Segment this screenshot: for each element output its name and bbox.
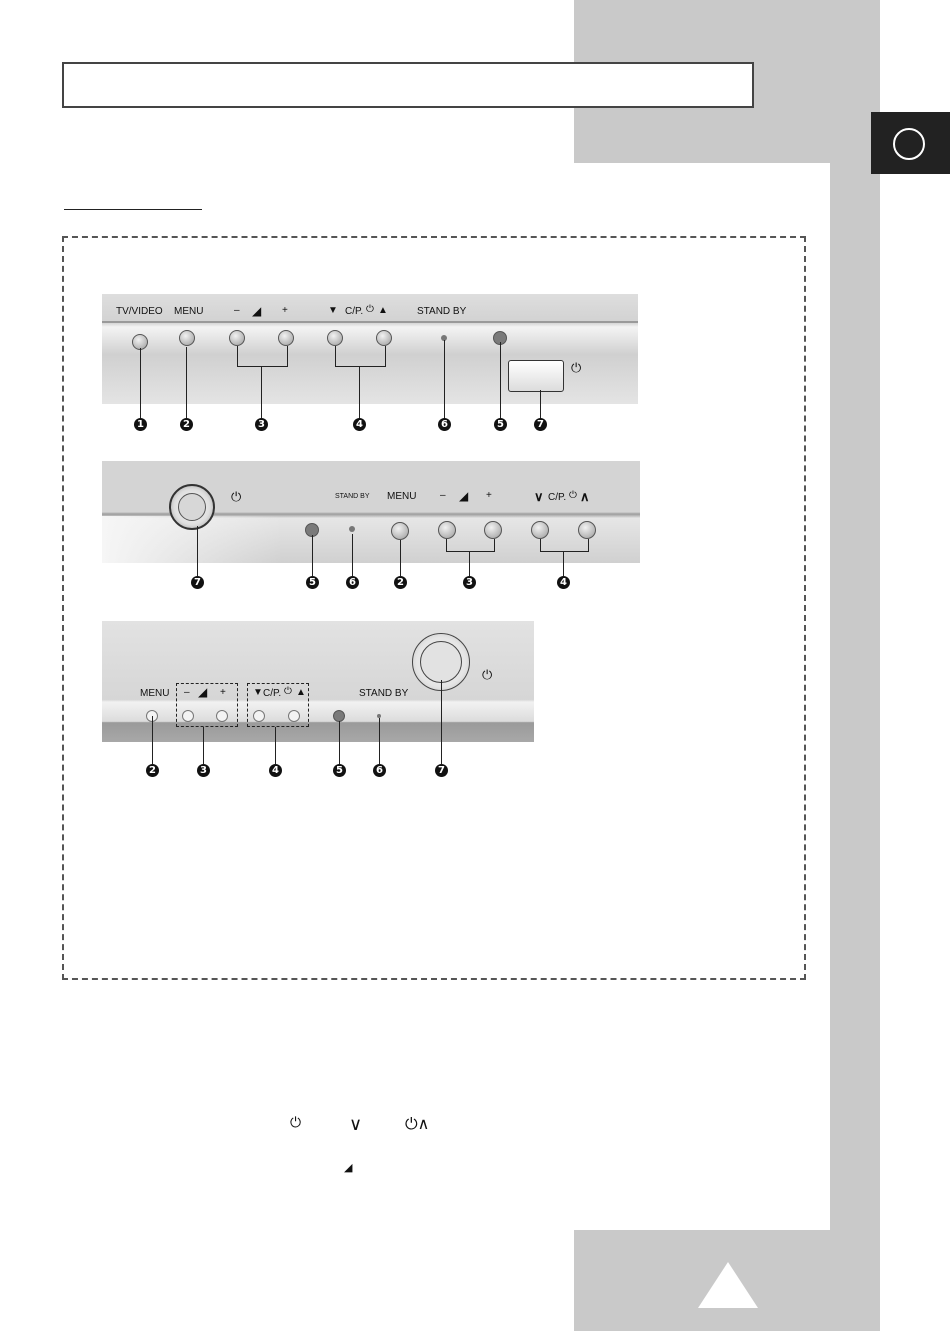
callout-2: 2 bbox=[146, 764, 159, 777]
volume-minus-label: – bbox=[184, 687, 190, 698]
callout-3: 3 bbox=[463, 576, 476, 589]
callout-2: 2 bbox=[180, 418, 193, 431]
volume-plus-label: + bbox=[282, 305, 288, 316]
standby-led bbox=[349, 526, 355, 532]
volume-icon: ◢ bbox=[459, 489, 469, 503]
channel-down-button[interactable] bbox=[531, 521, 549, 539]
menu-button[interactable] bbox=[391, 522, 409, 540]
power-switch-button[interactable] bbox=[508, 360, 564, 392]
volume-up-button[interactable] bbox=[278, 330, 294, 346]
volume-down-button[interactable] bbox=[182, 710, 194, 722]
channel-up-label: ▲ bbox=[296, 687, 306, 698]
volume-icon: ◢ bbox=[198, 685, 208, 699]
power-icon: ⏻ bbox=[569, 490, 577, 501]
stand-by-label: STAND BY bbox=[417, 306, 467, 317]
channel-up-button[interactable] bbox=[376, 330, 392, 346]
volume-minus-label: – bbox=[234, 305, 240, 316]
callout-7: 7 bbox=[534, 418, 547, 431]
power-knob-icon: ⏻ bbox=[482, 668, 493, 683]
callout-6: 6 bbox=[373, 764, 386, 777]
menu-label: MENU bbox=[140, 688, 170, 699]
callout-4: 4 bbox=[353, 418, 366, 431]
callout-4: 4 bbox=[557, 576, 570, 589]
power-switch-icon: ⏻ bbox=[571, 361, 582, 376]
chevron-down-icon: ∨ bbox=[349, 1114, 363, 1135]
callout-7: 7 bbox=[191, 576, 204, 589]
callout-3: 3 bbox=[255, 418, 268, 431]
stand-by-label: STAND BY bbox=[359, 688, 409, 699]
cp-label: C/P. bbox=[263, 688, 282, 699]
channel-up-label: ▲ bbox=[378, 305, 388, 316]
chevron-up-icon: ∧ bbox=[580, 489, 590, 504]
power-up-icon: ⏻∧ bbox=[405, 1114, 430, 1133]
callout-7: 7 bbox=[435, 764, 448, 777]
tv-video-label: TV/VIDEO bbox=[116, 306, 163, 317]
volume-icon: ◢ bbox=[252, 304, 262, 318]
chevron-down-icon: ∨ bbox=[534, 489, 544, 504]
callout-6: 6 bbox=[346, 576, 359, 589]
power-knob-icon: ⏻ bbox=[231, 490, 242, 505]
callout-3: 3 bbox=[197, 764, 210, 777]
menu-label: MENU bbox=[174, 306, 204, 317]
next-page-triangle-icon[interactable] bbox=[698, 1262, 758, 1308]
cp-label: C/P. bbox=[548, 492, 567, 503]
section-heading-underline bbox=[64, 209, 202, 210]
callout-5: 5 bbox=[306, 576, 319, 589]
power-icon: ⏻ bbox=[290, 1115, 302, 1131]
power-icon: ⏻ bbox=[284, 686, 292, 697]
channel-up-button[interactable] bbox=[578, 521, 596, 539]
volume-icon: ◢ bbox=[344, 1161, 353, 1174]
volume-minus-label: – bbox=[440, 490, 446, 501]
cp-label: C/P. bbox=[345, 306, 364, 317]
control-panel-3 bbox=[102, 621, 534, 742]
volume-up-button[interactable] bbox=[484, 521, 502, 539]
volume-plus-label: + bbox=[220, 687, 226, 698]
channel-up-button[interactable] bbox=[288, 710, 300, 722]
channel-down-label: ▼ bbox=[328, 305, 338, 316]
callout-1: 1 bbox=[134, 418, 147, 431]
volume-down-button[interactable] bbox=[438, 521, 456, 539]
callout-5: 5 bbox=[494, 418, 507, 431]
channel-down-button[interactable] bbox=[253, 710, 265, 722]
volume-down-button[interactable] bbox=[229, 330, 245, 346]
right-sidebar bbox=[830, 0, 880, 1331]
menu-button[interactable] bbox=[179, 330, 195, 346]
menu-label: MENU bbox=[387, 491, 417, 502]
channel-down-label: ▼ bbox=[253, 687, 263, 698]
page-title-box bbox=[62, 62, 754, 108]
power-icon: ⏻ bbox=[366, 304, 374, 315]
callout-4: 4 bbox=[269, 764, 282, 777]
volume-plus-label: + bbox=[486, 490, 492, 501]
callout-6: 6 bbox=[438, 418, 451, 431]
callout-5: 5 bbox=[333, 764, 346, 777]
channel-down-button[interactable] bbox=[327, 330, 343, 346]
language-circle-icon bbox=[893, 128, 925, 160]
volume-up-button[interactable] bbox=[216, 710, 228, 722]
stand-by-label: STAND BY bbox=[335, 493, 370, 500]
callout-2: 2 bbox=[394, 576, 407, 589]
